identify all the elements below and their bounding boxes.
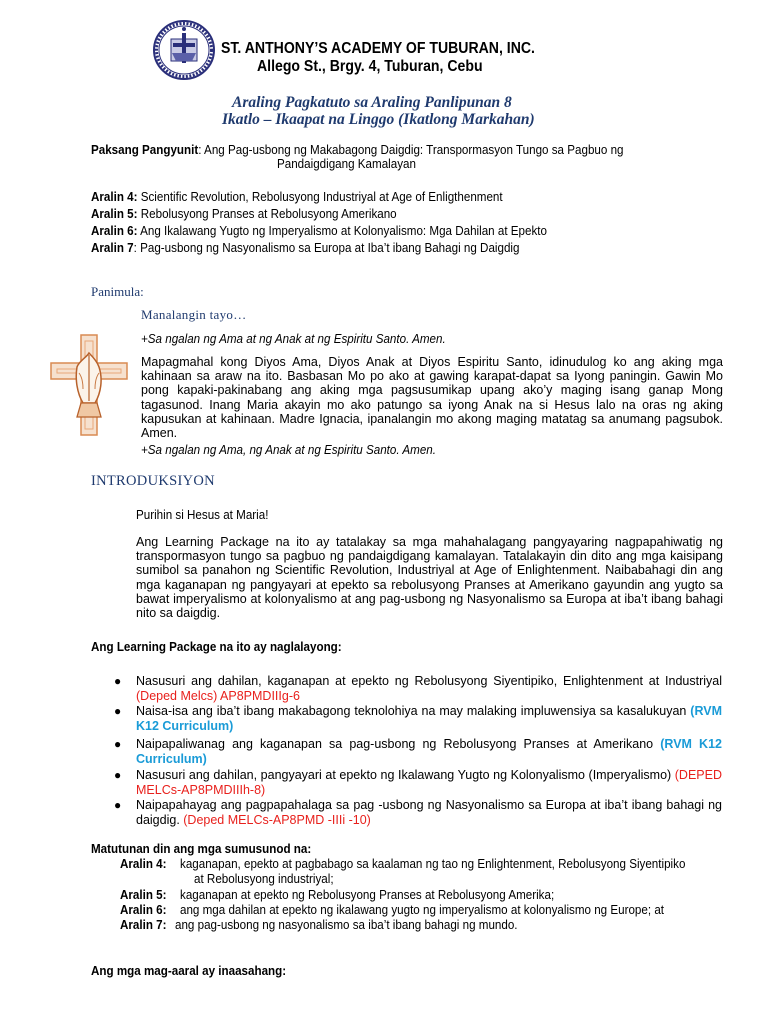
matutunan-text-6: ang mga dahilan at epekto ng ikalawang yugto ng imperyalismo at kolonyalismo ng Europe; at [180, 903, 665, 917]
matutunan-text-4: kaganapan, epekto at pagbabago sa kaalaman ng tao ng Enlightenment, Rebolusyong Siyentipiko [180, 857, 686, 871]
document-title-line2: Ikatlo – Ikaapat na Linggo (Ikatlong Markahan) [222, 111, 535, 128]
layunin-item-4: Nasusuri ang dahilan, pangyayari at epekto ng Ikalawang Yugto ng Kolonyalismo (Imperyalismo) (DEPED MELCs-AP8PMDIIIh-8) [136, 768, 722, 797]
matutunan-label-7: Aralin 7: [120, 918, 167, 932]
layunin-item-5: Naipapahayag ang pagpapahalaga sa pag -usbong ng Nasyonalismo sa Europa at iba’t ibang bahagi ng daigdig. (Deped MELCs-AP8PMD -IIIi -10) [136, 798, 722, 827]
bullet-icon: ● [114, 674, 122, 688]
panimula-heading: Panimula: [91, 284, 144, 299]
sign-of-cross-1: +Sa ngalan ng Ama at ng Anak at ng Espiritu Santo. Amen. [141, 332, 446, 346]
matutunan-label-5: Aralin 5: [120, 888, 167, 902]
matutunan-text-5: kaganapan at epekto ng Rebolusyong Pranses at Rebolusyong Amerika; [180, 888, 555, 902]
introduksiyon-heading: INTRODUKSIYON [91, 473, 215, 489]
intro-paragraph: Ang Learning Package na ito ay tatalakay sa mga mahahalagang pangyayaring nagpapahiwatig ng transpormasyon tungo sa pagbuo ng pandaigdigang kamalayan. Tatalakayin din dito ang mga kaisipang sumibol sa panahon ng Scientific Revolution, Industriyal at Age of Enlightenment. Naibabahagi din ang mga kaganapan ng pangyayari at epekto sa rebolusyong Pranses at Amerikano gayundin ang yugto sa bawat imperyalismo at kolonyalismo at ang pag-usbong ng Nasyonalismo sa Europa at iba’t ibang bahagi nito sa daigdig. [136, 535, 723, 621]
school-address: Allego St., Brgy. 4, Tuburan, Cebu [257, 58, 483, 75]
sign-of-cross-2: +Sa ngalan ng Ama, ng Anak at ng Espiritu Santo. Amen. [141, 443, 437, 457]
school-seal-logo [152, 19, 216, 81]
matutunan-text-7: ang pag-usbong ng nasyonalismo sa iba’t ibang bahagi ng mundo. [175, 918, 518, 932]
prayer-text: Mapagmahal kong Diyos Ama, Diyos Anak at Diyos Espiritu Santo, idinudulog ko ang aking mga kahinaan sa araw na ito. Basbasan Mo po ako at gawing karapat-dapat sa Iyong paningin. Gawin Mo pong kapaki-pakinabang ang aking mga pagsusumikap upang ako’y maging isang ganap Mong tagasunod. Inang Maria akayin mo ako patungo sa iyong Anak na si Hesus lalo na oras ng aking kapusukan at kahinaan. Madre Ignacia, ipanalangin mo akong maging matatag sa anumang pagsubok. Amen. [141, 355, 723, 441]
paksa-line2: Pandaigdigang Kamalayan [277, 157, 416, 171]
prayer-intro: Manalangin tayo… [141, 307, 247, 322]
aralin-7: Aralin 7: Pag-usbong ng Nasyonalismo sa Europa at Iba’t ibang Bahagi ng Daigdig [91, 241, 520, 255]
school-name: ST. ANTHONY’S ACADEMY OF TUBURAN, INC. [221, 40, 535, 57]
greeting: Purihin si Hesus at Maria! [136, 508, 269, 522]
bullet-icon: ● [114, 737, 122, 751]
paksa-text: : Ang Pag-usbong ng Makabagong Daigdig: Transpormasyon Tungo sa Pagbuo ng [198, 143, 624, 157]
paksa-line1 [91, 143, 623, 158]
layunin-item-1: Nasusuri ang dahilan, kaganapan at epekto ng Rebolusyong Siyentipiko, Enlightenment at Industriyal (Deped Melcs) AP8PMDIIIg-6 [136, 674, 722, 703]
bullet-icon: ● [114, 768, 122, 782]
aralin-4: Aralin 4: Scientific Revolution, Rebolusyong Industriyal at Age of Enligthenment [91, 190, 503, 204]
document-title-line1: Araling Pagkatuto sa Araling Panlipunan 8 [232, 94, 512, 111]
bullet-icon: ● [114, 704, 122, 718]
layunin-item-3: Naipapaliwanag ang kaganapan sa pag-usbong ng Rebolusyong Pranses at Amerikano (RVM K12 Curriculum) [136, 737, 722, 766]
layunin-item-2: Naisa-isa ang iba’t ibang makabagong teknolohiya na may malaking impluwensiya sa kasalukuyan (RVM K12 Curriculum) [136, 704, 722, 733]
aralin-5: Aralin 5: Rebolusyong Pranses at Rebolusyong Amerikano [91, 207, 397, 221]
layunin-heading: Ang Learning Package na ito ay naglalayong: [91, 640, 342, 654]
bullet-icon: ● [114, 798, 122, 812]
inaasahang-heading: Ang mga mag-aaral ay inaasahang: [91, 964, 287, 978]
paksa-label: Paksang Pangyunit [91, 143, 199, 157]
praying-hands-cross-icon [47, 333, 131, 437]
matutunan-label-4: Aralin 4: [120, 857, 167, 871]
matutunan-text-4b: at Rebolusyong industriyal; [194, 872, 334, 886]
matutunan-label-6: Aralin 6: [120, 903, 167, 917]
aralin-6: Aralin 6: Ang Ikalawang Yugto ng Imperyalismo at Kolonyalismo: Mga Dahilan at Epekto [91, 224, 548, 238]
matutunan-heading: Matutunan din ang mga sumusunod na: [91, 842, 312, 856]
